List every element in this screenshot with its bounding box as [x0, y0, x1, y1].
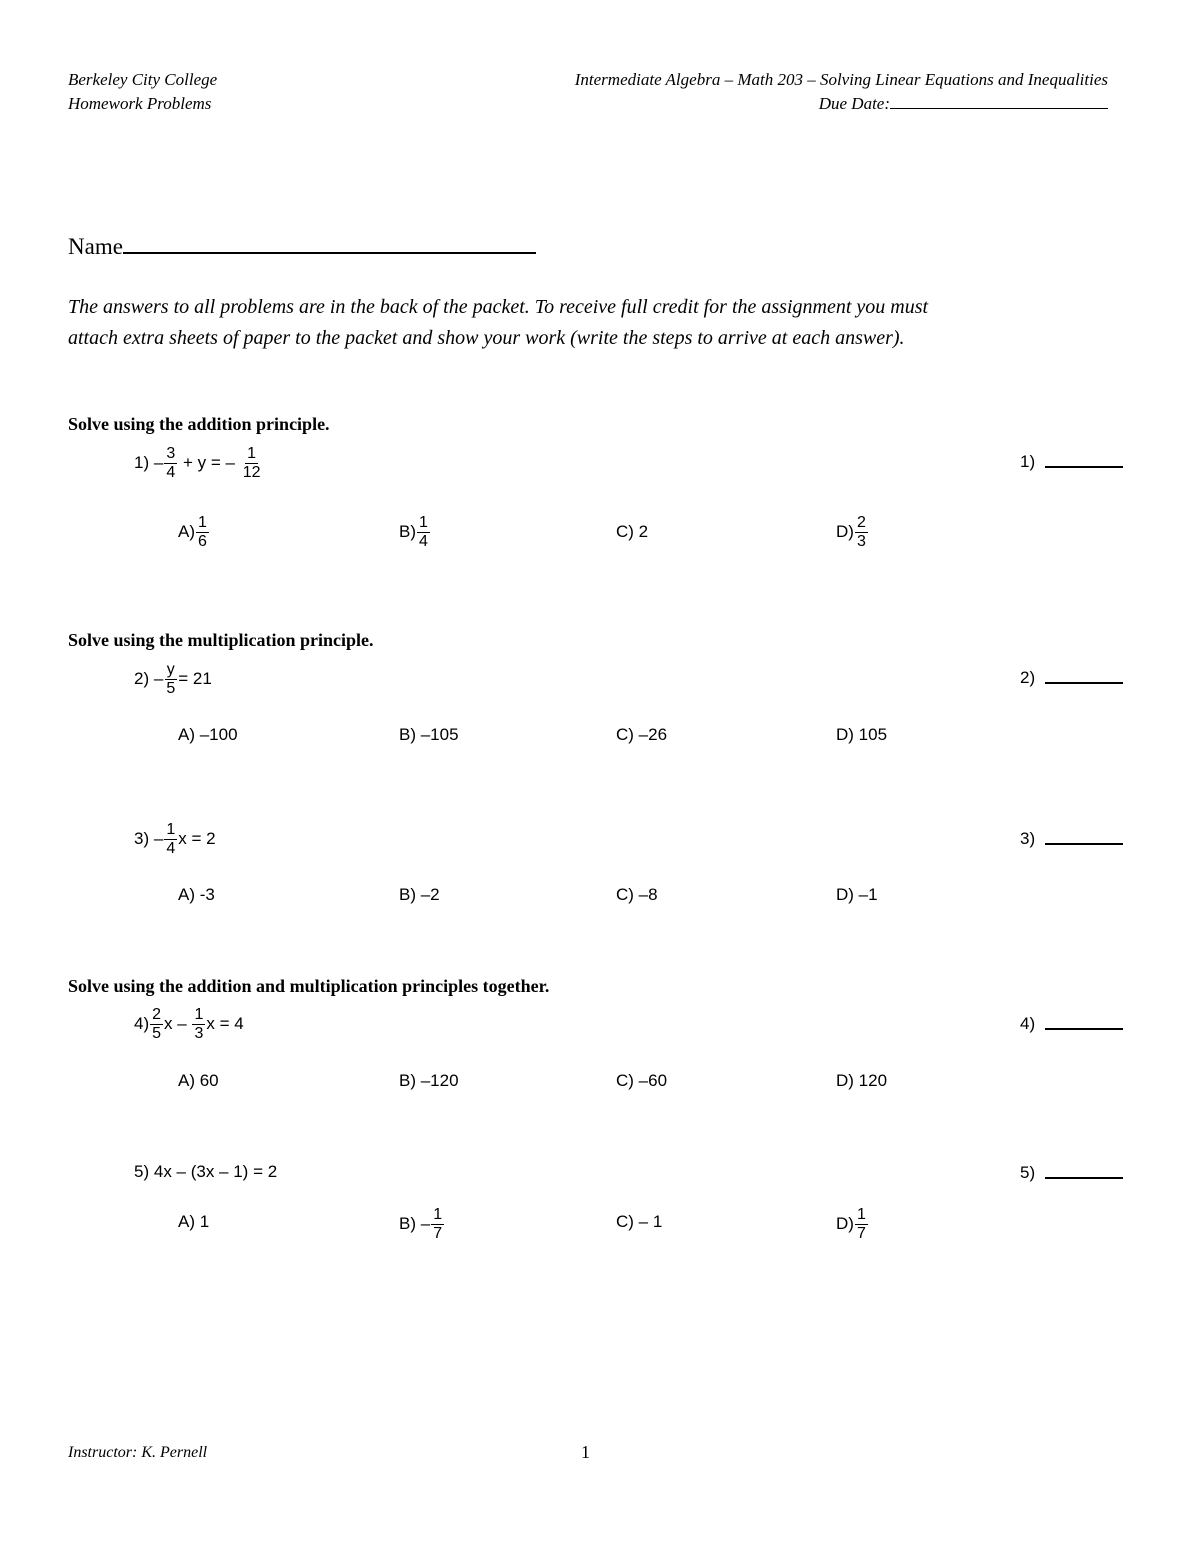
numerator: 1	[419, 513, 428, 531]
fraction	[164, 446, 177, 481]
instructions-line-2: attach extra sheets of paper to the packet and show your work (write the steps to arrive at each answer).	[68, 327, 905, 349]
answer-label: 1)	[1020, 452, 1036, 471]
minus-sign: –	[153, 829, 164, 848]
option-d[interactable]	[836, 1203, 869, 1245]
numerator: 2	[152, 1005, 162, 1023]
answer-blank-1[interactable]	[1020, 452, 1123, 472]
numerator: y	[166, 660, 175, 678]
option-b[interactable]: B) –105	[399, 725, 459, 744]
option-label: A)	[178, 522, 195, 541]
option-d[interactable]	[836, 511, 869, 553]
answer-blank-2[interactable]	[1020, 668, 1123, 688]
problem-number: 5)	[134, 1162, 150, 1181]
numerator: 2	[856, 513, 866, 531]
denominator: 7	[433, 1224, 443, 1242]
due-date-label: Due Date:	[818, 94, 890, 113]
equation-text: x = 4	[206, 1014, 244, 1033]
denominator: 5	[166, 679, 176, 697]
answer-label: 5)	[1020, 1163, 1036, 1182]
header-right	[575, 68, 1108, 116]
numerator: 1	[856, 1205, 866, 1223]
course-title: Intermediate Algebra – Math 203 – Solving Linear Equations and Inequalities	[574, 70, 1108, 89]
problem-4	[134, 1004, 244, 1044]
footer-instructor: Instructor: K. Pernell	[68, 1444, 208, 1461]
denominator: 4	[166, 839, 176, 857]
option-a[interactable]: A) 1	[178, 1212, 210, 1231]
equation-text: x –	[164, 1014, 187, 1033]
problem-number: 3)	[134, 829, 150, 848]
option-c[interactable]: C) – 1	[616, 1212, 663, 1231]
numerator: 1	[247, 444, 257, 462]
problem-number: 4)	[134, 1014, 150, 1033]
option-a[interactable]	[178, 511, 210, 553]
option-a[interactable]: A) 60	[178, 1071, 219, 1090]
answer-line[interactable]	[1045, 1018, 1123, 1030]
instructions	[68, 292, 1128, 354]
equation-text: 4x – (3x – 1) = 2	[153, 1162, 278, 1181]
answer-blank-4[interactable]	[1020, 1014, 1123, 1034]
due-date	[575, 92, 1108, 116]
equation-text: + y = –	[182, 453, 235, 472]
fraction	[417, 515, 430, 550]
page-number: 1	[581, 1442, 590, 1462]
section-heading-addition: Solve using the addition principle.	[68, 414, 330, 434]
name-field	[68, 232, 536, 260]
header-left	[68, 68, 217, 116]
denominator: 6	[198, 532, 207, 550]
problem-number: 2)	[134, 669, 150, 688]
denominator: 4	[166, 463, 176, 481]
answer-line[interactable]	[1045, 456, 1123, 468]
fraction	[855, 515, 868, 550]
option-d[interactable]: D) –1	[836, 885, 878, 904]
fraction	[431, 1207, 444, 1242]
problem-2	[134, 659, 212, 699]
answer-label: 3)	[1020, 829, 1036, 848]
option-c[interactable]: C) 2	[616, 522, 649, 541]
answer-blank-3[interactable]	[1020, 829, 1123, 849]
denominator: 5	[152, 1024, 162, 1042]
option-b[interactable]	[399, 511, 431, 553]
minus-sign: –	[153, 453, 164, 472]
answer-line[interactable]	[1045, 672, 1123, 684]
section-heading-multiplication: Solve using the multiplication principle.	[68, 630, 374, 650]
minus-sign: –	[153, 669, 164, 688]
option-b[interactable]: B) –2	[399, 885, 440, 904]
denominator: 4	[419, 532, 428, 550]
fraction	[855, 1207, 868, 1242]
numerator: 1	[194, 1005, 204, 1023]
numerator: 3	[166, 444, 176, 462]
option-label: D)	[836, 522, 854, 541]
fraction	[196, 515, 209, 550]
fraction	[164, 662, 177, 697]
option-d[interactable]: D) 105	[836, 725, 888, 744]
denominator: 3	[856, 532, 866, 550]
fraction	[150, 1007, 163, 1042]
option-label: B)	[399, 522, 416, 541]
numerator: 1	[198, 513, 207, 531]
college-name: Berkeley City College	[68, 70, 218, 89]
denominator: 12	[242, 463, 261, 481]
fraction	[241, 446, 263, 481]
name-line[interactable]	[123, 232, 536, 254]
equation-text: = 21	[178, 669, 212, 688]
problem-1	[134, 442, 263, 484]
problem-5	[134, 1162, 277, 1182]
option-label: D)	[836, 1214, 854, 1233]
answer-blank-5[interactable]	[1020, 1163, 1123, 1183]
denominator: 7	[856, 1224, 866, 1242]
answer-line[interactable]	[1045, 1167, 1123, 1179]
answer-label: 4)	[1020, 1014, 1036, 1033]
option-d[interactable]: D) 120	[836, 1071, 888, 1090]
answer-label: 2)	[1020, 668, 1036, 687]
problem-3	[134, 819, 216, 859]
option-c[interactable]: C) –8	[616, 885, 658, 904]
section-heading-combined: Solve using the addition and multiplication principles together.	[68, 976, 550, 996]
option-b[interactable]	[399, 1203, 445, 1245]
fraction	[192, 1007, 205, 1042]
instructions-line-1: The answers to all problems are in the back of the packet. To receive full credit for the assignment you must	[68, 296, 929, 318]
option-c[interactable]: C) –26	[616, 725, 668, 744]
fraction	[164, 822, 177, 857]
numerator: 1	[433, 1205, 443, 1223]
due-date-line[interactable]	[890, 94, 1108, 109]
option-b[interactable]: B) –120	[399, 1071, 459, 1090]
denominator: 3	[194, 1024, 204, 1042]
answer-line[interactable]	[1045, 833, 1123, 845]
name-label: Name	[68, 234, 123, 259]
option-a[interactable]: A) -3	[178, 885, 215, 904]
option-label: B) –	[399, 1214, 431, 1233]
problem-number: 1)	[134, 453, 150, 472]
option-c[interactable]: C) –60	[616, 1071, 668, 1090]
numerator: 1	[166, 820, 176, 838]
equation-text: x = 2	[178, 829, 216, 848]
doc-type: Homework Problems	[68, 94, 212, 113]
option-a[interactable]: A) –100	[178, 725, 238, 744]
